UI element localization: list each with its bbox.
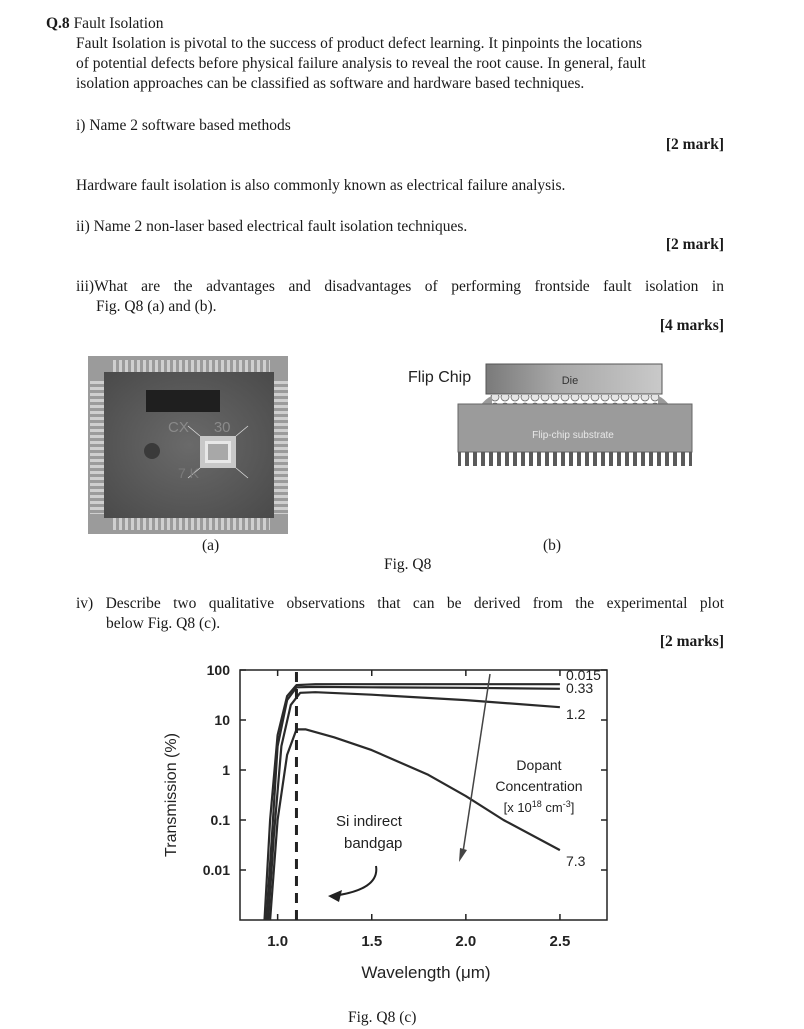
part-ii-marks: [2 mark] (665, 236, 724, 253)
dopant-annotation-line-1: Dopant (516, 757, 562, 773)
bandgap-arrow-head (328, 890, 342, 902)
series-label: 1.2 (565, 706, 586, 723)
figure-b-label: (b) (543, 537, 562, 554)
figure-q8-caption: Fig. Q8 (384, 556, 432, 573)
part-iii-line-2: Fig. Q8 (a) and (b). (96, 298, 217, 315)
figure-a-label: (a) (202, 537, 220, 554)
x-tick-label: 1.0 (267, 933, 289, 950)
chip-marking: CX 30 (168, 419, 231, 436)
transmission-chart (150, 650, 630, 990)
part-iii-marks: [4 marks] (659, 317, 724, 334)
part-ii-text: ii) Name 2 non-laser based electrical fault isolation techniques. (76, 218, 468, 235)
intro-line-2: of potential defects before physical failure analysis to reveal the root cause. In general, fault (76, 55, 646, 72)
intro-line-1: Fault Isolation is pivotal to the success of product defect learning. It pinpoints the locations (76, 35, 643, 52)
part-i-marks: [2 mark] (665, 136, 724, 153)
question-title: Fault Isolation (73, 15, 164, 32)
part-iv-marks: [2 marks] (659, 633, 724, 650)
y-tick-label: 100 (206, 662, 230, 678)
y-tick-label: 10 (214, 712, 230, 728)
bandgap-annotation-line-1: Si indirect (336, 813, 402, 830)
dopant-trend-arrow-head (459, 848, 467, 862)
die-label: Die (561, 375, 579, 387)
hardware-note: Hardware fault isolation is also commonly known as electrical failure analysis. (76, 177, 566, 194)
substrate-rect (458, 404, 692, 452)
part-iv-line-2: below Fig. Q8 (c). (106, 615, 221, 632)
intro-line-3: isolation approaches can be classified as software and hardware based techniques. (76, 75, 585, 92)
flip-chip-label: Flip Chip (408, 369, 472, 386)
y-tick-label: 0.1 (210, 812, 230, 828)
x-tick-label: 2.5 (549, 933, 571, 950)
y-tick-label: 0.01 (202, 862, 230, 878)
part-i-text: i) Name 2 software based methods (76, 117, 291, 134)
figure-a-chip-photo (88, 356, 288, 534)
y-tick-label: 1 (222, 762, 230, 778)
series-label: 7.3 (565, 853, 586, 870)
x-tick-label: 1.5 (361, 933, 383, 950)
substrate-label: Flip-chip substrate (532, 430, 614, 441)
part-iii-line-1: iii)What are the advantages and disadvantages of performing frontside fault isolation in (76, 278, 724, 295)
figure-q8c-caption: Fig. Q8 (c) (348, 1009, 417, 1026)
series-label: 0.33 (565, 679, 594, 696)
dopant-annotation-line-2: Concentration (495, 778, 583, 794)
y-axis-label: Transmission (%) (163, 733, 180, 857)
x-axis-label: Wavelength (μm) (361, 963, 491, 982)
question-number: Q.8 (46, 15, 70, 32)
figure-b-flip-chip-diagram (400, 362, 700, 472)
part-iv-line-1: iv) Describe two qualitative observations that can be derived from the experimental plot (76, 595, 724, 612)
bandgap-annotation-line-2: bandgap (344, 835, 403, 852)
substrate-pins (458, 452, 692, 466)
series-label: 0.015 (565, 667, 601, 684)
chip-marking-2: 7 K (178, 465, 200, 481)
x-tick-label: 2.0 (455, 933, 477, 950)
question-heading (46, 14, 164, 35)
dopant-annotation-line-3: [x $10^{18}$ $cm^{-3}$] (503, 799, 575, 815)
